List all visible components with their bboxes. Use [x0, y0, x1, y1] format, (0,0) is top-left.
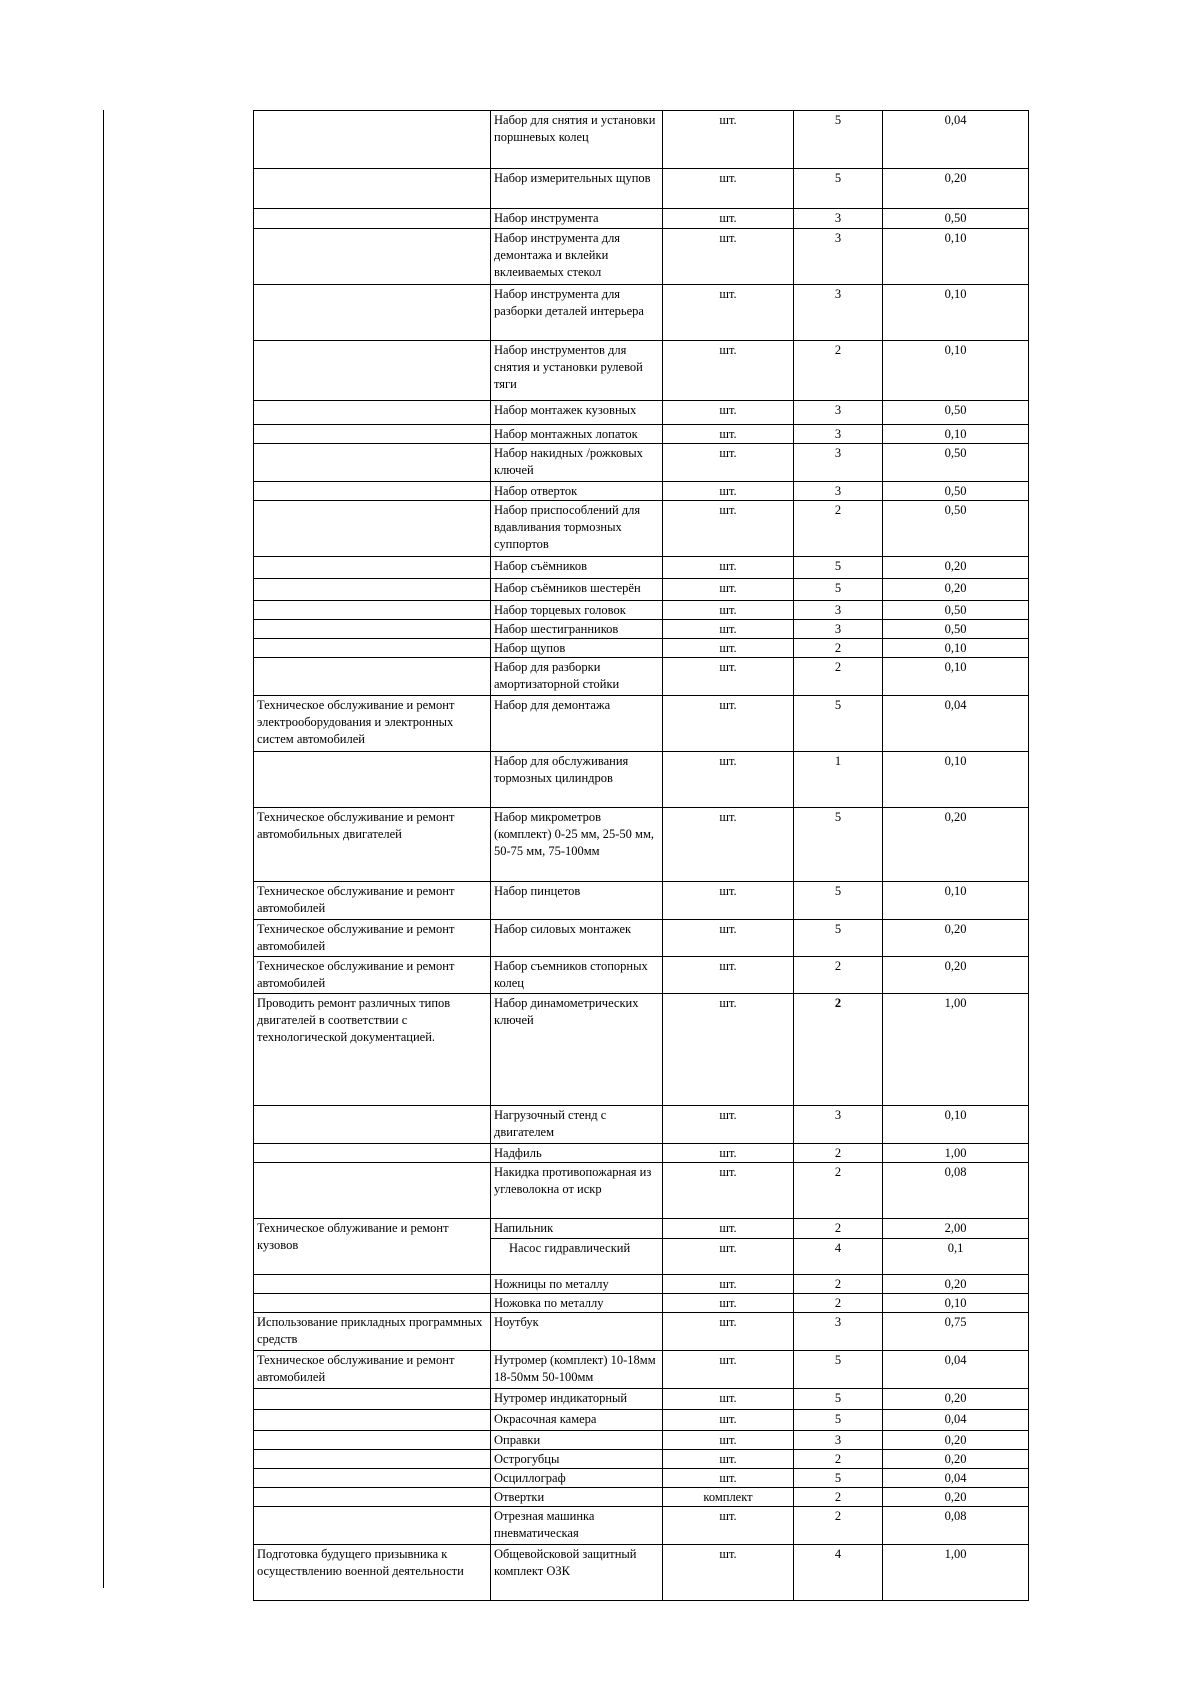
quantity-cell: 3 [794, 229, 883, 285]
unit-cell: шт. [663, 1507, 794, 1545]
table-row [254, 1144, 1029, 1163]
coefficient-cell: 0,20 [883, 1431, 1029, 1450]
item-name-cell: Набор съемников стопорных колец [491, 957, 663, 994]
coefficient-cell: 0,20 [883, 1450, 1029, 1469]
item-name-cell: Набор пинцетов [491, 882, 663, 920]
unit-cell: шт. [663, 882, 794, 920]
category-cell [254, 1144, 491, 1163]
table-row [254, 401, 1029, 425]
coefficient-cell: 0,10 [883, 1106, 1029, 1144]
quantity-cell: 5 [794, 696, 883, 752]
quantity-cell: 2 [794, 341, 883, 401]
unit-cell: шт. [663, 752, 794, 808]
quantity-cell: 2 [794, 639, 883, 658]
category-cell [254, 579, 491, 601]
item-name-cell: Набор инструмента [491, 209, 663, 229]
coefficient-cell: 0,04 [883, 111, 1029, 169]
item-name-cell: Ножовка по металлу [491, 1294, 663, 1313]
item-name-cell: Набор микрометров (комплект) 0-25 мм, 25-50 мм, 50-75 мм, 75-100мм [491, 808, 663, 882]
item-name-cell: Набор отверток [491, 482, 663, 501]
unit-cell: шт. [663, 808, 794, 882]
quantity-cell: 1 [794, 752, 883, 808]
coefficient-cell: 0,10 [883, 882, 1029, 920]
quantity-cell: 3 [794, 601, 883, 620]
coefficient-cell: 0,10 [883, 425, 1029, 444]
category-cell: Использование прикладных программных средств [254, 1313, 491, 1351]
unit-cell: шт. [663, 1389, 794, 1410]
table-row [254, 557, 1029, 579]
unit-cell: шт. [663, 1431, 794, 1450]
table-row [254, 1313, 1029, 1351]
table-row [254, 601, 1029, 620]
category-cell [254, 639, 491, 658]
coefficient-cell: 0,50 [883, 620, 1029, 639]
unit-cell: шт. [663, 1410, 794, 1431]
coefficient-cell: 0,04 [883, 1351, 1029, 1389]
quantity-cell: 2 [794, 658, 883, 696]
item-name-cell: Надфиль [491, 1144, 663, 1163]
coefficient-cell: 0,50 [883, 601, 1029, 620]
unit-cell: шт. [663, 1106, 794, 1144]
table-row [254, 285, 1029, 341]
item-name-cell: Набор инструмента для разборки деталей интерьера [491, 285, 663, 341]
coefficient-cell: 0,10 [883, 1294, 1029, 1313]
table-row [254, 1488, 1029, 1507]
item-name-cell: Общевойсковой защитный комплект ОЗК [491, 1545, 663, 1601]
coefficient-cell: 0,10 [883, 285, 1029, 341]
quantity-cell: 2 [794, 1294, 883, 1313]
quantity-cell: 3 [794, 1106, 883, 1144]
quantity-cell: 2 [794, 957, 883, 994]
coefficient-cell: 2,00 [883, 1219, 1029, 1239]
category-cell [254, 229, 491, 285]
category-cell [254, 444, 491, 482]
item-name-cell: Напильник [491, 1219, 663, 1239]
category-cell [254, 501, 491, 557]
unit-cell: шт. [663, 285, 794, 341]
item-name-cell: Набор для демонтажа [491, 696, 663, 752]
unit-cell: шт. [663, 169, 794, 209]
item-name-cell: Осциллограф [491, 1469, 663, 1488]
table-row [254, 341, 1029, 401]
quantity-cell: 5 [794, 579, 883, 601]
coefficient-cell: 0,75 [883, 1313, 1029, 1351]
coefficient-cell: 0,50 [883, 209, 1029, 229]
coefficient-cell: 1,00 [883, 1144, 1029, 1163]
unit-cell: шт. [663, 1294, 794, 1313]
category-cell [254, 658, 491, 696]
item-name-cell: Ножницы по металлу [491, 1275, 663, 1294]
quantity-cell: 3 [794, 620, 883, 639]
category-cell [254, 620, 491, 639]
quantity-cell: 5 [794, 169, 883, 209]
category-cell [254, 482, 491, 501]
unit-cell: шт. [663, 425, 794, 444]
quantity-cell: 2 [794, 994, 883, 1106]
coefficient-cell: 0,04 [883, 1410, 1029, 1431]
coefficient-cell: 0,50 [883, 482, 1029, 501]
unit-cell: шт. [663, 601, 794, 620]
table-row [254, 1545, 1029, 1601]
table-row [254, 501, 1029, 557]
table-row [254, 425, 1029, 444]
category-cell [254, 209, 491, 229]
category-cell: Техническое облуживание и ремонт кузовов [254, 1219, 491, 1275]
item-name-cell: Острогубцы [491, 1450, 663, 1469]
coefficient-cell: 0,20 [883, 557, 1029, 579]
unit-cell: шт. [663, 1239, 794, 1275]
item-name-cell: Набор съёмников шестерён [491, 579, 663, 601]
table-row [254, 696, 1029, 752]
item-name-cell: Оправки [491, 1431, 663, 1450]
quantity-cell: 3 [794, 1313, 883, 1351]
coefficient-cell: 0,20 [883, 808, 1029, 882]
quantity-cell: 4 [794, 1239, 883, 1275]
quantity-cell: 5 [794, 111, 883, 169]
category-cell [254, 1469, 491, 1488]
unit-cell: шт. [663, 111, 794, 169]
unit-cell: шт. [663, 1469, 794, 1488]
unit-cell: шт. [663, 501, 794, 557]
table-row [254, 1469, 1029, 1488]
quantity-cell: 2 [794, 1219, 883, 1239]
category-cell [254, 1163, 491, 1219]
quantity-cell: 2 [794, 1507, 883, 1545]
item-name-cell: Набор для снятия и установки поршневых колец [491, 111, 663, 169]
coefficient-cell: 0,1 [883, 1239, 1029, 1275]
unit-cell: комплект [663, 1488, 794, 1507]
table-row [254, 882, 1029, 920]
table-row [254, 658, 1029, 696]
category-cell [254, 111, 491, 169]
item-name-cell: Нагрузочный стенд с двигателем [491, 1106, 663, 1144]
quantity-cell: 5 [794, 808, 883, 882]
category-cell [254, 1410, 491, 1431]
item-name-cell: Набор торцевых головок [491, 601, 663, 620]
item-name-cell: Окрасочная камера [491, 1410, 663, 1431]
quantity-cell: 2 [794, 1450, 883, 1469]
table-row [254, 1106, 1029, 1144]
coefficient-cell: 0,20 [883, 1275, 1029, 1294]
unit-cell: шт. [663, 579, 794, 601]
item-name-cell: Набор монтажек кузовных [491, 401, 663, 425]
coefficient-cell: 0,10 [883, 229, 1029, 285]
unit-cell: шт. [663, 482, 794, 501]
item-name-cell: Нутромер (комплект) 10-18мм 18-50мм 50-100мм [491, 1351, 663, 1389]
coefficient-cell: 0,08 [883, 1163, 1029, 1219]
unit-cell: шт. [663, 209, 794, 229]
coefficient-cell: 0,10 [883, 341, 1029, 401]
quantity-cell: 3 [794, 444, 883, 482]
page-margin-line [103, 110, 104, 1588]
item-name-cell: Набор для разборки амортизаторной стойки [491, 658, 663, 696]
coefficient-cell: 0,20 [883, 1488, 1029, 1507]
category-cell [254, 341, 491, 401]
unit-cell: шт. [663, 620, 794, 639]
coefficient-cell: 0,20 [883, 169, 1029, 209]
quantity-cell: 3 [794, 482, 883, 501]
unit-cell: шт. [663, 1450, 794, 1469]
quantity-cell: 3 [794, 285, 883, 341]
unit-cell: шт. [663, 229, 794, 285]
item-name-cell: Набор монтажных лопаток [491, 425, 663, 444]
category-cell [254, 1275, 491, 1294]
quantity-cell: 5 [794, 1410, 883, 1431]
table-row [254, 920, 1029, 957]
table-row [254, 1410, 1029, 1431]
item-name-cell: Набор накидных /рожковых ключей [491, 444, 663, 482]
category-cell [254, 601, 491, 620]
table-row [254, 1163, 1029, 1219]
category-cell: Техническое обслуживание и ремонт автомобилей [254, 882, 491, 920]
table-row [254, 1389, 1029, 1410]
quantity-cell: 4 [794, 1545, 883, 1601]
item-name-cell: Отрезная машинка пневматическая [491, 1507, 663, 1545]
item-name-cell: Набор динамометрических ключей [491, 994, 663, 1106]
quantity-cell: 3 [794, 401, 883, 425]
category-cell [254, 1507, 491, 1545]
category-cell: Техническое обслуживание и ремонт автомобильных двигателей [254, 808, 491, 882]
category-cell: Техническое обслуживание и ремонт автомобилей [254, 920, 491, 957]
unit-cell: шт. [663, 444, 794, 482]
coefficient-cell: 1,00 [883, 1545, 1029, 1601]
coefficient-cell: 1,00 [883, 994, 1029, 1106]
table-row [254, 169, 1029, 209]
coefficient-cell: 0,04 [883, 1469, 1029, 1488]
category-cell [254, 557, 491, 579]
item-name-cell: Набор измерительных щупов [491, 169, 663, 209]
item-name-cell: Насос гидравлический [491, 1239, 663, 1275]
unit-cell: шт. [663, 696, 794, 752]
unit-cell: шт. [663, 994, 794, 1106]
coefficient-cell: 0,20 [883, 920, 1029, 957]
item-name-cell: Накидка противопожарная из углеволокна от искр [491, 1163, 663, 1219]
table-row [254, 620, 1029, 639]
quantity-cell: 2 [794, 1275, 883, 1294]
table-row [254, 1431, 1029, 1450]
coefficient-cell: 0,50 [883, 401, 1029, 425]
coefficient-cell: 0,08 [883, 1507, 1029, 1545]
coefficient-cell: 0,10 [883, 658, 1029, 696]
unit-cell: шт. [663, 401, 794, 425]
unit-cell: шт. [663, 1275, 794, 1294]
category-cell [254, 1389, 491, 1410]
quantity-cell: 5 [794, 882, 883, 920]
category-cell [254, 425, 491, 444]
quantity-cell: 3 [794, 209, 883, 229]
coefficient-cell: 0,10 [883, 639, 1029, 658]
item-name-cell: Набор инструмента для демонтажа и вклейки вклеиваемых стекол [491, 229, 663, 285]
unit-cell: шт. [663, 1163, 794, 1219]
category-cell: Проводить ремонт различных типов двигателей в соответствии с технологической документацией. [254, 994, 491, 1106]
unit-cell: шт. [663, 1545, 794, 1601]
coefficient-cell: 0,20 [883, 957, 1029, 994]
table-row [254, 957, 1029, 994]
table-row [254, 209, 1029, 229]
coefficient-cell: 0,50 [883, 501, 1029, 557]
unit-cell: шт. [663, 957, 794, 994]
table-row [254, 444, 1029, 482]
item-name-cell: Набор шестигранников [491, 620, 663, 639]
category-cell [254, 401, 491, 425]
quantity-cell: 5 [794, 920, 883, 957]
table-row [254, 752, 1029, 808]
category-cell [254, 1294, 491, 1313]
category-cell [254, 1431, 491, 1450]
quantity-cell: 2 [794, 501, 883, 557]
coefficient-cell: 0,50 [883, 444, 1029, 482]
item-name-cell: Набор приспособлений для вдавливания тормозных суппортов [491, 501, 663, 557]
quantity-cell: 2 [794, 1488, 883, 1507]
table-row [254, 229, 1029, 285]
unit-cell: шт. [663, 1313, 794, 1351]
table-row [254, 1507, 1029, 1545]
item-name-cell: Набор съёмников [491, 557, 663, 579]
category-cell: Подготовка будущего призывника к осуществлению военной деятельности [254, 1545, 491, 1601]
coefficient-cell: 0,20 [883, 1389, 1029, 1410]
category-cell: Техническое обслуживание и ремонт автомобилей [254, 957, 491, 994]
table-row [254, 482, 1029, 501]
table-row [254, 579, 1029, 601]
table-row [254, 1275, 1029, 1294]
unit-cell: шт. [663, 639, 794, 658]
quantity-cell: 3 [794, 425, 883, 444]
equipment-table [253, 110, 1029, 1601]
table-row [254, 639, 1029, 658]
coefficient-cell: 0,04 [883, 696, 1029, 752]
quantity-cell: 5 [794, 557, 883, 579]
category-cell [254, 752, 491, 808]
unit-cell: шт. [663, 658, 794, 696]
table-row [254, 1351, 1029, 1389]
category-cell: Техническое обслуживание и ремонт электрооборудования и электронных систем автомобилей [254, 696, 491, 752]
coefficient-cell: 0,20 [883, 579, 1029, 601]
item-name-cell: Отвертки [491, 1488, 663, 1507]
quantity-cell: 5 [794, 1351, 883, 1389]
item-name-cell: Набор силовых монтажек [491, 920, 663, 957]
coefficient-cell: 0,10 [883, 752, 1029, 808]
table-row [254, 994, 1029, 1106]
category-cell [254, 1450, 491, 1469]
quantity-cell: 2 [794, 1163, 883, 1219]
category-cell [254, 285, 491, 341]
quantity-cell: 5 [794, 1389, 883, 1410]
table-row [254, 808, 1029, 882]
table-row [254, 111, 1029, 169]
table-row [254, 1219, 1029, 1239]
unit-cell: шт. [663, 1144, 794, 1163]
unit-cell: шт. [663, 1219, 794, 1239]
table-row [254, 1294, 1029, 1313]
category-cell: Техническое обслуживание и ремонт автомобилей [254, 1351, 491, 1389]
category-cell [254, 1106, 491, 1144]
item-name-cell: Набор для обслуживания тормозных цилиндров [491, 752, 663, 808]
category-cell [254, 1488, 491, 1507]
quantity-cell: 5 [794, 1469, 883, 1488]
unit-cell: шт. [663, 341, 794, 401]
item-name-cell: Набор щупов [491, 639, 663, 658]
category-cell [254, 169, 491, 209]
unit-cell: шт. [663, 1351, 794, 1389]
quantity-cell: 2 [794, 1144, 883, 1163]
item-name-cell: Ноутбук [491, 1313, 663, 1351]
item-name-cell: Нутромер индикаторный [491, 1389, 663, 1410]
unit-cell: шт. [663, 920, 794, 957]
unit-cell: шт. [663, 557, 794, 579]
table-row [254, 1450, 1029, 1469]
quantity-cell: 3 [794, 1431, 883, 1450]
item-name-cell: Набор инструментов для снятия и установки рулевой тяги [491, 341, 663, 401]
